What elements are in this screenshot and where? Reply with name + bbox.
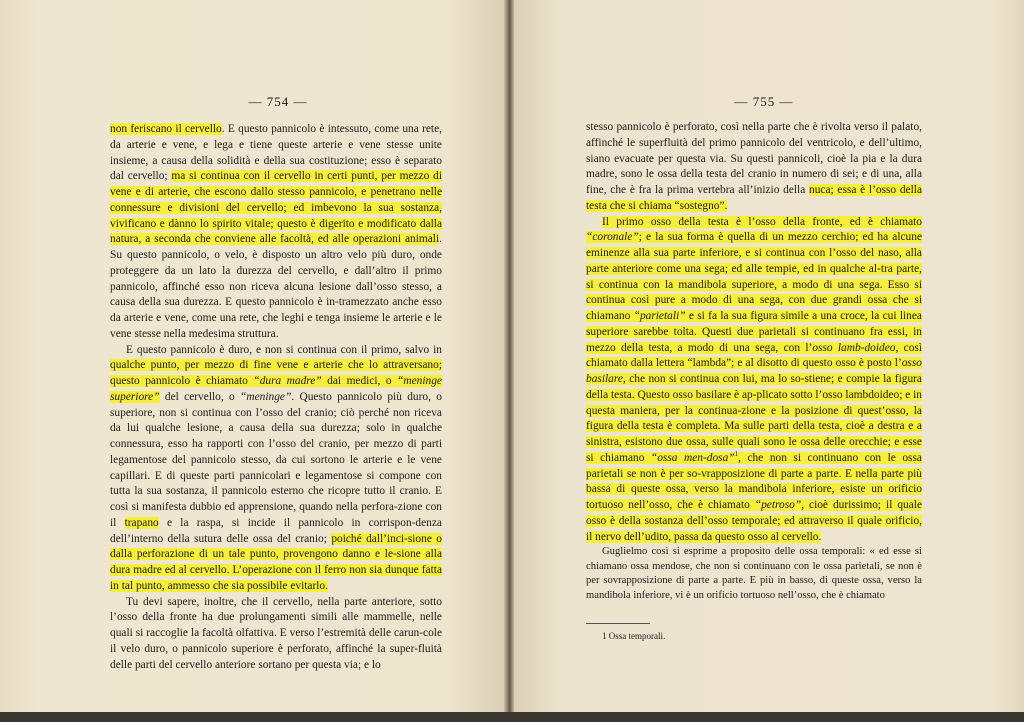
italic-term: “petroso” <box>754 499 802 511</box>
footnote: 1 Ossa temporali. <box>602 631 666 642</box>
italic-term: “dura madre” <box>253 375 322 387</box>
text-run: , così chiamato dalla lettera “lambda”; e al disotto di questo osso è posto l’ <box>586 341 923 370</box>
text-run: e la raspa, si incide il pannicolo in corrispon-denza dell’interno della sutura delle ossa del cranio; <box>110 516 442 545</box>
highlight: nuca; essa è l’osso della testa che si chiama “sostegno”. <box>586 184 922 212</box>
italic-term: “coronale” <box>586 231 639 244</box>
page-number-left: — 754 — <box>248 94 308 109</box>
text-run: ; e la sua forma è quella di un mezzo cerchio; ed ha alcune eminenze alla sua parte inferiore, e si continua con l’osso del naso, alla parte anteriore come una sega; ed alle tempie, ed in qualche al-tra parte, si continua con la mandibola superiore, a modo di una sega. Esso si continua così pure a modo di una sega, con due grandi ossa che si chiamano <box>586 231 922 322</box>
text-run: qualche punto, per mezzo di fine vene e arterie che lo attraversano; questo pannicolo è chiamato <box>110 359 442 387</box>
text-run: stesso pannicolo è perforato, così nella parte che è rivolta verso il palato, affinché le superfluità del primo pannicolo del ventricolo, e dell’ultimo, siano evacuate per questa via. Su questi pannicoli, cioè la pia e la dura madre, sono le ossa della testa del cranio in numero di sei; e di una, alla fine, che è fra la prima vertebra all’inizio della <box>586 121 922 196</box>
text-run: . Questo pannicolo più duro, o superiore, non si continua con l’osso del cranio; ciò perché non riceva da lui qualche lesione, a causa della sua durezza; solo in qualche connessura, esso ha rapporti con l’osso del cranio, per mezzo di parti legamentose del pannicolo stesso, da cui sortono le arterie e le vene capillari. E di queste parti pannicolari e legamentose si compone con tutta la sua sostanza, il pannicolo esterno che ricopre tutto il cranio. E così si manifesta dubbio ed apprensione, quando nella perfora-zione con il <box>110 390 442 529</box>
italic-term: osso basilare <box>586 357 922 385</box>
footnote-marker: 1 <box>734 449 739 458</box>
right-page-text <box>586 120 922 642</box>
italic-term: “meninge superiore” <box>110 375 442 403</box>
italic-term: osso lamb-doideo <box>812 341 896 354</box>
paragraph <box>110 343 442 595</box>
highlight <box>586 216 922 543</box>
text-run: . Su questo pannicolo, o velo, è disposto un altro velo più duro, onde proteggere da un lato la durezza del cervello, e dall’altro il primo pannicolo, affinché esso non riceva alcuna lesione dall’osso stesso, a causa della sua durezza. E questo pannicolo è in-tramezzato anche esso da arterie e vene, come una rete, che leghi e tenga insieme le arterie e le vene stesse nella medesima struttura. <box>110 233 442 340</box>
highlight: poiché dall’inci-sione o dalla perforazione di un tale punto, provengono danno e le-sione alla dura madre ed al cervello. L’operazione con il ferro non sia dunque fatta in tal punto, ammesso che sia possibile evitarlo. <box>110 532 442 592</box>
text-run: dai medici, o <box>321 375 398 387</box>
italic-term: “ossa men-dosa” <box>650 451 735 464</box>
highlight: non feriscano il cervello <box>110 123 222 135</box>
italic-term: “meninge” <box>240 390 292 403</box>
bottom-edge <box>0 712 1024 722</box>
footnote-rule <box>586 623 650 624</box>
text-run: , che non si continua con lui, ma lo so-stiene; e compie la figura della testa. Questo osso basilare è ap-plicato sotto l’osso lambdoideo; e in questa maniera, per la continua-zione e la posizione di quest’osso, la figura della testa è completa. Ma sulle parti della testa, cioè a destra e a sinistra, esistono due ossa, sulle quali sono le ossa delle orecchie; e esse si chiamano <box>586 373 922 464</box>
text-run: e si fa la sua figura simile a una croce, la cui linea superiore sarebbe tolta. Questi due parietali si continuano fra essi, in mezzo della testa, a modo di una sega, con l’ <box>586 310 922 354</box>
page-number-right: — 755 — <box>734 94 794 109</box>
paragraph <box>586 215 922 546</box>
book-gutter <box>504 0 514 722</box>
text-run: , che non si continuano con le ossa parietali se non è per so-vrapposizione di parte a parte. E nella parte più bassa di queste ossa, verso la mandibola inferiore, esiste un orificio tortuoso nell’osso, che è chiamato <box>586 451 922 511</box>
highlight: trapano <box>124 516 159 529</box>
text-run: del cervello, o <box>159 390 241 403</box>
highlight: ma si continua con il cervello in certi punti, per mezzo di vene e di arterie, che escono dallo stesso pannicolo, e penetrano nelle connessure e divisioni del cervello; ed imbevono la sua sostanza, vivificano e dànno lo spirito vitale; questo è digerito e modificato dalla natura, a seconda che conviene alle facoltà, ed alle operazioni animali <box>110 170 442 246</box>
text-run: Il primo osso della testa è l’osso della fronte, ed è chiamato <box>602 215 922 228</box>
paragraph <box>110 595 442 674</box>
paragraph <box>110 122 442 343</box>
text-run: E questo pannicolo è duro, e non si continua con il primo, salvo in <box>126 343 442 356</box>
quote-paragraph <box>586 545 922 603</box>
text-run: Tu devi sapere, inoltre, che il cervello, nella parte anteriore, sotto l’osso della fronte ha due prolungamenti simili alle mammelle, nelle quali si raccoglie la facoltà olfattiva. E verso l’estremità delle carun-cole il velo duro, o pannicolo superiore è perforato, affinché la super-fluità delle parti del cervello anteriore sortano per questa via; e lo <box>110 595 442 671</box>
text-run: . E questo pannicolo è intessuto, come una rete, da arterie e vene, e lega e tiene queste arterie e vene stesse unite insieme, a causa della solidità e della sua costituzione; esso è separato dal cervello; <box>110 123 442 183</box>
text-run: Guglielmo così si esprime a proposito delle ossa temporali: « ed esse si chiamano ossa mendose, che non si continuano con le ossa parietali, se non è per sovrapposizione di parte a parte. E più in basso, di queste ossa, verso la mandibola inferiore, vi è un orificio tortuoso nell’osso, che è chiamato <box>586 546 922 601</box>
italic-term: “parietali” <box>633 310 686 322</box>
text-run: , cioè durissimo; il quale osso è della sostanza dell’osso temporale; ed attraverso il quale orificio, il nervo dell’udito, passa da questo osso al cervello. <box>586 499 922 543</box>
left-page-text <box>110 122 442 673</box>
paragraph <box>586 120 922 215</box>
